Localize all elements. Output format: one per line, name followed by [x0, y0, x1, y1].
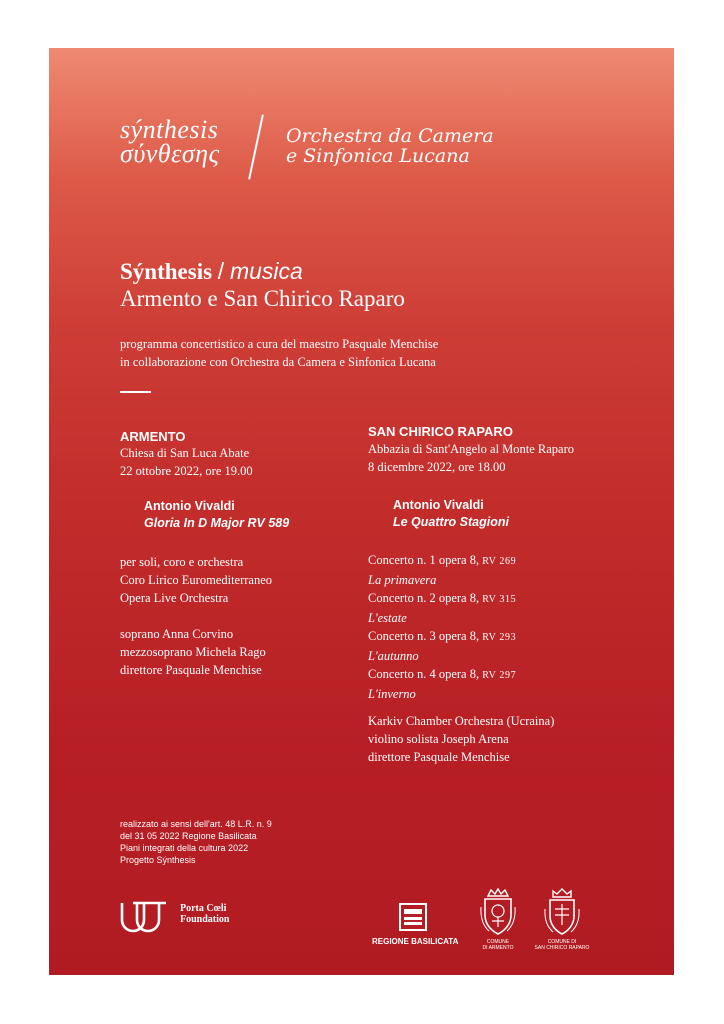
title-musica: musica — [229, 258, 303, 284]
armento-performer: Coro Lirico Euromediterraneo — [120, 573, 273, 587]
orchestra-line1: Orchestra da Camera — [286, 125, 494, 147]
armento-venue-block — [120, 444, 253, 480]
page-subtitle: Armento e San Chirico Raparo — [120, 286, 405, 311]
sanchirico-cast-member: Karkiv Chamber Orchestra (Ucraina) — [368, 714, 555, 728]
sanchirico-work: Le Quattro Stagioni — [393, 515, 509, 529]
armento-cast-member: mezzosoprano Michela Rago — [120, 645, 266, 659]
regione-basilicata-label: REGIONE BASILICATA — [372, 937, 459, 946]
title-divider — [120, 391, 151, 393]
comune-armento-crest-icon — [479, 887, 517, 937]
comune-sanchirico-crest-icon — [543, 887, 581, 937]
concerto-season: L'autunno — [368, 649, 419, 663]
footer-note — [120, 818, 272, 866]
orchestra-line2: e Sinfonica Lucana — [286, 145, 470, 167]
footer-note-line: Piani integrati della cultura 2022 — [120, 843, 249, 853]
sanchirico-composer: Antonio Vivaldi — [393, 498, 484, 512]
sanchirico-venue-block — [368, 440, 574, 476]
armento-composer: Antonio Vivaldi — [144, 499, 235, 513]
title-brand: Sýnthesis — [120, 259, 213, 284]
intro-line1: programma concertistico a cura del maestro Pasquale Menchise — [120, 337, 439, 351]
comune-sanchirico-label — [533, 940, 591, 951]
comune-armento-label — [479, 940, 517, 951]
concerto-season: La primavera — [368, 573, 437, 587]
sanchirico-heading: SAN CHIRICO RAPARO — [368, 424, 513, 439]
poster — [49, 48, 674, 975]
synthesis-logo — [120, 115, 220, 168]
concerto-season: L'inverno — [368, 687, 416, 701]
title-slash: / — [217, 258, 225, 284]
concerto-line: Concerto n. 4 opera 8, RV 297 — [368, 667, 517, 681]
sanchirico-cast-member: violino solista Joseph Arena — [368, 732, 509, 746]
page-title — [120, 258, 303, 285]
porta-coeli-line1: Porta Cœli — [180, 903, 227, 914]
comune-armento-line2: DI ARMENTO — [482, 944, 514, 951]
porta-coeli-logo-icon — [119, 900, 169, 938]
comune-armento-line1: COMUNE — [486, 939, 510, 945]
armento-cast-member: direttore Pasquale Menchise — [120, 663, 262, 677]
armento-cast-member: soprano Anna Corvino — [120, 627, 234, 641]
armento-performer: per soli, coro e orchestra — [120, 555, 244, 569]
concerto-line: Concerto n. 1 opera 8, RV 269 — [368, 553, 517, 567]
footer-note-line: Progetto Sýnthesis — [120, 855, 196, 865]
footer-note-line: realizzato ai sensi dell'art. 48 L.R. n. 9 — [120, 819, 272, 829]
sanchirico-venue: Abbazia di Sant'Angelo al Monte Raparo — [368, 442, 575, 456]
sanchirico-cast-member: direttore Pasquale Menchise — [368, 750, 510, 764]
comune-sanchirico-line2: SAN CHIRICO RAPARO — [534, 944, 590, 951]
concerto-line: Concerto n. 3 opera 8, RV 293 — [368, 629, 517, 643]
armento-date: 22 ottobre 2022, ore 19.00 — [120, 464, 253, 478]
synthesis-latin: sýnthesis — [120, 115, 219, 144]
porta-coeli-text — [180, 903, 229, 925]
synthesis-greek: σύνθεσης — [120, 139, 220, 168]
intro-text — [120, 335, 438, 371]
footer-note-line: del 31 05 2022 Regione Basilicata — [120, 831, 257, 841]
armento-heading: ARMENTO — [120, 429, 186, 444]
porta-coeli-line2: Foundation — [180, 914, 230, 925]
armento-cast — [120, 625, 266, 679]
comune-sanchirico-line1: COMUNE DI — [547, 939, 577, 945]
sanchirico-cast — [368, 712, 554, 766]
regione-basilicata-emblem-icon — [399, 903, 427, 931]
armento-performers — [120, 553, 272, 607]
orchestra-logo — [286, 126, 494, 166]
logo-divider — [248, 115, 264, 180]
intro-line2: in collaborazione con Orchestra da Camera e Sinfonica Lucana — [120, 355, 436, 369]
armento-performer: Opera Live Orchestra — [120, 591, 229, 605]
concerto-season: L'estate — [368, 611, 407, 625]
armento-work: Gloria In D Major RV 589 — [144, 516, 290, 530]
concerto-line: Concerto n. 2 opera 8, RV 315 — [368, 591, 517, 605]
armento-venue: Chiesa di San Luca Abate — [120, 446, 250, 460]
sanchirico-date: 8 dicembre 2022, ore 18.00 — [368, 460, 506, 474]
concerti-list — [368, 551, 516, 703]
